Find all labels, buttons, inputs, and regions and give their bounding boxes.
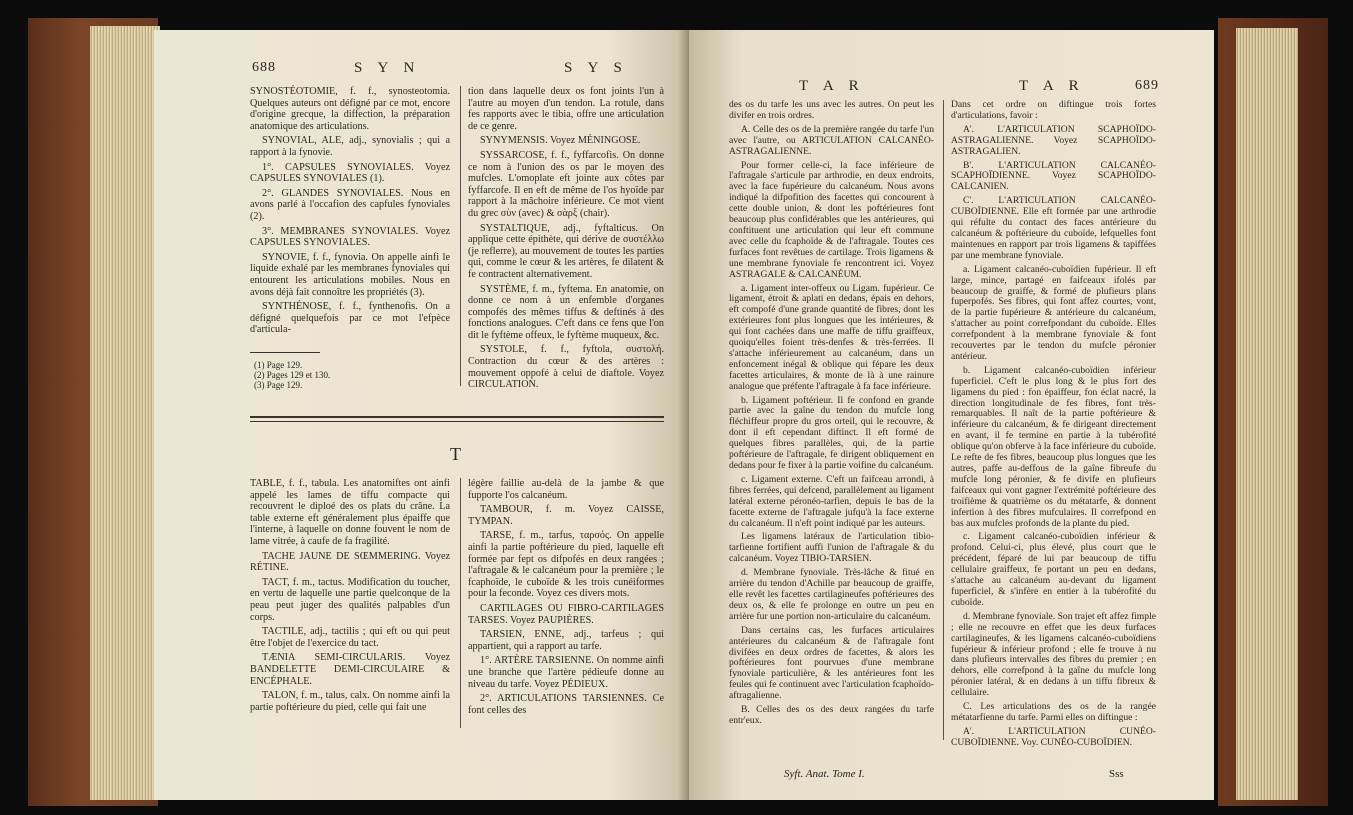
entry: légère faillie au-delà de la jambe & que fupporte l'os calcanéum. <box>468 478 664 501</box>
book <box>28 18 1328 806</box>
entry: SYNYMENSIS. Voyez MÉNINGOSE. <box>480 135 641 147</box>
entry: C. Les articulations des os de la rangée métatarfienne du tarfe. Parmi elles on diftingue : <box>951 701 1156 723</box>
entry: C'. L'ARTICULATION CALCANÉO-CUBOÏDIENNE. Elle eft formée par une arthrodie qui réfulte du contact des faces antérieure du calcanéum & poftérieure du cuboïde, lefquelles font maintenues en rapport par trois ligamens & tapiffées par une membrane fynoviale. <box>951 195 1156 261</box>
right-page <box>689 30 1214 800</box>
signature-line: Syft. Anat. Tome I. <box>784 768 865 780</box>
left-column-4 <box>468 478 664 719</box>
entry: tion dans laquelle deux os font joints l'un à l'autre au moyen d'un tendon. La rotule, dans fes rapports avec le tibia, offre une articulation de ce genre. <box>468 86 664 132</box>
page-edges-left <box>90 26 160 800</box>
entry: CARTILAGES OU FIBRO-CARTILAGES TARSES. Voyez PAUPIÈRES. <box>468 602 664 626</box>
right-running-head-right: T A R <box>1019 78 1085 94</box>
entry: TACHE JAUNE DE SŒMMERING. Voyez RÉTINE. <box>250 550 450 574</box>
entry: SYSTOLE, f. f., fyftola, συστολή. Contraction du cœur & des artères : mouvement oppofé à celui de diaftole. Voyez CIRCULATION. <box>468 344 664 391</box>
entry: A'. L'ARTICULATION SCAPHOÏDO-ASTRAGALIENNE. Voyez SCAPHOÏDO-ASTRAGALIEN. <box>951 123 1156 157</box>
entry: c. Ligament externe. C'eft un faifceau arrondi, à fibres ferrées, qui defcend, parallèlement au ligament latéral externe péronéo-tarfien, depuis le bas de la facette externe de l'aftragale jufqu'à la face externe du calcanéum. Il n'eft point indiqué par les auteurs. <box>729 473 934 529</box>
entry: A. Celle des os de la première rangée du tarfe l'un avec l'autre, ou ARTICULATION CALCANÉO-ASTRAGALIENNE. <box>729 123 934 157</box>
right-column-2 <box>951 100 1156 752</box>
left-page-number: 688 <box>252 60 276 75</box>
signature-mark: Sss <box>1109 768 1124 780</box>
entry: TÆNIA SEMI-CIRCULARIS. Voyez BANDELETTE DEMI-CIRCULAIRE & ENCÉPHALE. <box>250 652 450 687</box>
entry: 1°. ARTÈRE TARSIENNE. On nomme ainfi une branche que l'artère pédieufe donne au niveau du tarfe. Voyez PÉDIEUX. <box>468 655 664 690</box>
entry: a. Ligament inter-offeux ou Ligam. fupérieur. Ce ligament, étroit & aplati en dedans, épais en dehors, eft compofé d'une grande quantité de fibres, dont les extérieures font plus longues que les intérieures, & qui font cachées dans une maffe de tiffu graiffeux, quoiqu'elles foient très-denfes & très-ferrées. Il s'attache inférieurement au calcanéum, dans un enfoncement inégal & oblique qui fépare les deux facettes articulaires, & monte de là à une rainure analogue que préfente l'aftragale à fa face inférieure. <box>729 282 934 392</box>
left-column-3 <box>250 478 450 716</box>
entry: SYSTÈME, f. m., fyftema. En anatomie, on donne ce nom à un enfemble d'organes compofés des mêmes tiffus & deftinés à des fonctions analogues. C'eft dans ce fens que l'on dit le fyftème offeux, le fyftème muqueux, &c. <box>468 283 664 341</box>
footnote: (2) Pages 129 et 130. <box>254 370 331 380</box>
section-rule-thin <box>250 421 664 422</box>
entry: 2°. ARTICULATIONS TARSIENNES. Ce font celles des <box>468 693 664 716</box>
left-column-2 <box>468 86 664 394</box>
page-edges-right <box>1236 28 1298 800</box>
entry: Dans certains cas, les furfaces articulaires antérieures du calcanéum & de l'aftragale font divifées en deux ordres de facettes, & alors les poftérieures font pourvues d'une membrane fynoviale particulière, & les antérieures font les feules qui fe continuent avec l'articulation fcaphoïdo-aftragalienne. <box>729 624 934 702</box>
entry: 1°. CAPSULES SYNOVIALES. Voyez CAPSULES SYNOVIALES (1). <box>250 161 450 185</box>
entry: TACT, f. m., tactus. Modification du toucher, en vertu de laquelle une partie quelconque de la peau peut juger des qualités palpables d'un corps. <box>250 576 450 623</box>
entry: TALON, f. m., talus, calx. On nomme ainfi la partie poftérieure du pied, celle qui fait une <box>250 690 450 713</box>
entry: TAMBOUR, f. m. Voyez CAISSE, TYMPAN. <box>468 504 664 527</box>
left-running-head-left: S Y N <box>354 60 421 76</box>
entry: SYSSARCOSE, f. f., fyffarcofis. On donne ce nom à l'union des os par le moyen des mufcles. L'omoplate eft jointe aux côtes par fyffarcofe. Il en eft de même de l'os hyoïde par rapport à la mâchoire inférieure. Ce mot vient du grec σὺν (avec) & σὰρξ (chair). <box>468 149 664 219</box>
entry: B. Celles des os des deux rangées du tarfe entr'eux. <box>729 704 934 726</box>
section-letter: T <box>450 444 461 464</box>
column-divider <box>460 478 461 728</box>
entry: TABLE, f. f., tabula. Les anatomiftes ont ainfi appelé les lames de tiffu compacte qui recouvrent le diploé des os plats du crâne. La table externe eft généralement plus épaiffe que l'interne, à laquelle on donne fouvent le nom de lame vitrée, à caufe de fa fragilité. <box>250 478 450 547</box>
column-divider <box>943 100 944 740</box>
left-column-1 <box>250 86 450 339</box>
footnotes <box>254 360 434 390</box>
entry: d. Membrane fynoviale. Son trajet eft affez fimple ; elle ne recouvre en effet que les deux furfaces cartilagineufes, & les ligamens calcanéo-cuboïdiens fupérieur & inférieur profond ; elle fe trouve à nu dans plufieurs intervalles des fibres du premier ; en dehors, elle correfpond à la gaîne du mufcle long péronier latéral, & en dedans à un tiffu fibreux & cellulaire. <box>951 610 1156 699</box>
entry: 3°. MEMBRANES SYNOVIALES. Voyez CAPSULES SYNOVIALES. <box>250 225 450 249</box>
entry: TACTILE, adj., tactilis ; qui eft ou qui peut être l'objet de l'exercice du tact. <box>250 626 450 649</box>
entry: A'. L'ARTICULATION CUNÉO-CUBOÏDIENNE. Voy. CUNÉO-CUBOÏDIEN. <box>951 725 1156 748</box>
right-page-number: 689 <box>1135 78 1159 93</box>
entry: 2°. GLANDES SYNOVIALES. Nous en avons parlé à l'occafion des capfules fynoviales (2). <box>250 187 450 222</box>
entry: Dans cet ordre on diftingue trois fortes d'articulations, favoir : <box>951 99 1156 121</box>
footnote-rule <box>250 352 320 353</box>
entry: SYNTHÉNOSE, f. f., fynthenofis. On a défigné quelquefois par ce mot l'efpèce d'articula- <box>250 301 450 336</box>
entry: SYNOVIAL, ALE, adj., synovialis ; qui a rapport à la fynovie. <box>250 135 450 158</box>
entry: des os du tarfe les uns avec les autres. On peut les divifer en trois ordres. <box>729 99 934 121</box>
left-page <box>154 30 689 800</box>
entry: SYNOVIE, f. f., fynovia. On appelle ainfi le liquide exhalé par les membranes fynoviales qui entourent les articulations mobiles. Nous en avons déjà fait connoître les propriétés (3). <box>250 251 450 298</box>
footnote: (1) Page 129. <box>254 360 303 370</box>
entry: Pour former celle-ci, la face inférieure de l'aftragale s'articule par arthrodie, en deux endroits, avec la face fupérieure du calcanéum. Nous avons indiqué la difpofition des facettes qui concourent à cette double union, & dont les poftérieures font beaucoup plus confidérables que les antérieures, qui conftituent une articulation qui leur eft commune avec celle du fcaphoïde & de l'aftragale. Toutes ces furfaces font revêtues de cartilage. Trois ligamens & une membrane fynoviale fe rencontrent ici. Voyez ASTRAGALE & CALCANÉUM. <box>729 159 934 280</box>
section-rule <box>250 416 664 418</box>
entry: B'. L'ARTICULATION CALCANÉO-SCAPHOÏDIENNE. Voyez SCAPHOÏDO-CALCANIEN. <box>951 159 1156 193</box>
footnote: (3) Page 129. <box>254 380 303 390</box>
left-running-head-right: S Y S <box>564 60 628 76</box>
entry: TARSE, f. m., tarfus, ταρσός. On appelle ainfi la partie poftérieure du pied, laquelle eft formée par fept os difpofés en deux rangées ; l'aftragale & le calcanéum pour la première ; le fcaphoïde, le cuboïde & les trois cunéiformes pour la feconde. Voyez ces divers mots. <box>468 530 664 600</box>
entry: d. Membrane fynoviale. Très-lâche & fitué en arrière du tendon d'Achille par beaucoup de graiffe, elle revêt les facettes cartilagineufes poftérieures des deux os, & elle fe prolonge en outre un peu en arrière fur une portion non-articulaire du calcanéum. <box>729 567 934 622</box>
column-divider <box>460 86 461 386</box>
entry: c. Ligament calcanéo-cuboïdien inférieur & profond. Celui-ci, plus élevé, plus court que le précédent, féparé de lui par beaucoup de tiffu cellulaire graiffeux, fe portant un peu en dedans, s'attache au calcanéum au-devant du ligament fuperficiel, & s'infère en entier à la tubérofité du cuboïde. <box>951 531 1156 608</box>
entry: b. Ligament poftérieur. Il fe confond en grande partie avec la gaîne du tendon du mufcle long fléchiffeur propre du gros orteil, qui le recouvre, & dont il eft cependant diftinct. Il eft formé de quelques fibres parallèles, qui, de la partie poftérieure de l'aftragale, fe dirigent obliquement en dedans pour fe fixer à la partie voifine du calcanéum. <box>729 394 934 471</box>
entry: b. Ligament calcanéo-cuboïdien inférieur fuperficiel. C'eft le plus long & le plus fort des ligamens du pied : fon épaiffeur, fon éclat nacré, la direction longitudinale de fes fibres, font très-remarquables. Il naît de la partie poftérieure & inférieure du calcanéum, & fe dirigeant directement en avant, il fe termine en partie à la tubérofité oblique qu'on obferve à la face inférieure du cuboïde. Le refte de fes fibres, beaucoup plus longues que les autres, paffe au-deffous de la gaîne fibreufe du mufcle long péronier, & fe divife en plufieurs faifceaux qui vont gagner l'extrémité poftérieure des troifième & quatrième os du métatarfe, & donnent infertion à des fibres mufculaires. Il correfpond en bas aux mufcles profonds de la plante du pied. <box>951 364 1156 529</box>
entry: Les ligamens latéraux de l'articulation tibio-tarfienne fortifient auffi l'union de l'aftragale & du calcanéum. Voyez TIBIO-TARSIEN. <box>729 531 934 565</box>
entry: SYSTALTIQUE, adj., fyftalticus. On applique cette épithète, qui dérive de συστέλλω (je reflerre), au mouvement de toutes les parties qui, comme le cœur & les artères, fe dilatent & fe contractent alternativement. <box>468 222 664 280</box>
right-column-1 <box>729 100 934 730</box>
entry: TARSIEN, ENNE, adj., tarfeus ; qui appartient, qui a rapport au tarfe. <box>468 629 664 652</box>
entry: SYNOSTÉOTOMIE, f. f., synosteotomia. Quelques auteurs ont défigné par ce mot, encore d'origine grecque, la diffection, la préparation anatomique des articulations. <box>250 86 450 132</box>
entry: a. Ligament calcanéo-cuboïdien fupérieur. Il eft large, mince, partagé en faifceaux ifolés par beaucoup de graiffe, & formé de plufieurs plans fuperpofés. Ses fibres, qui font affez courtes, vont, de la partie fupérieure & antérieure du calcanéum, s'attacher au point correfpondant du cuboïde. Elles correfpondent à la membrane fynoviale & font recouvertes par le tendon du mufcle péronier antérieur. <box>951 263 1156 362</box>
right-running-head-left: T A R <box>799 78 865 94</box>
